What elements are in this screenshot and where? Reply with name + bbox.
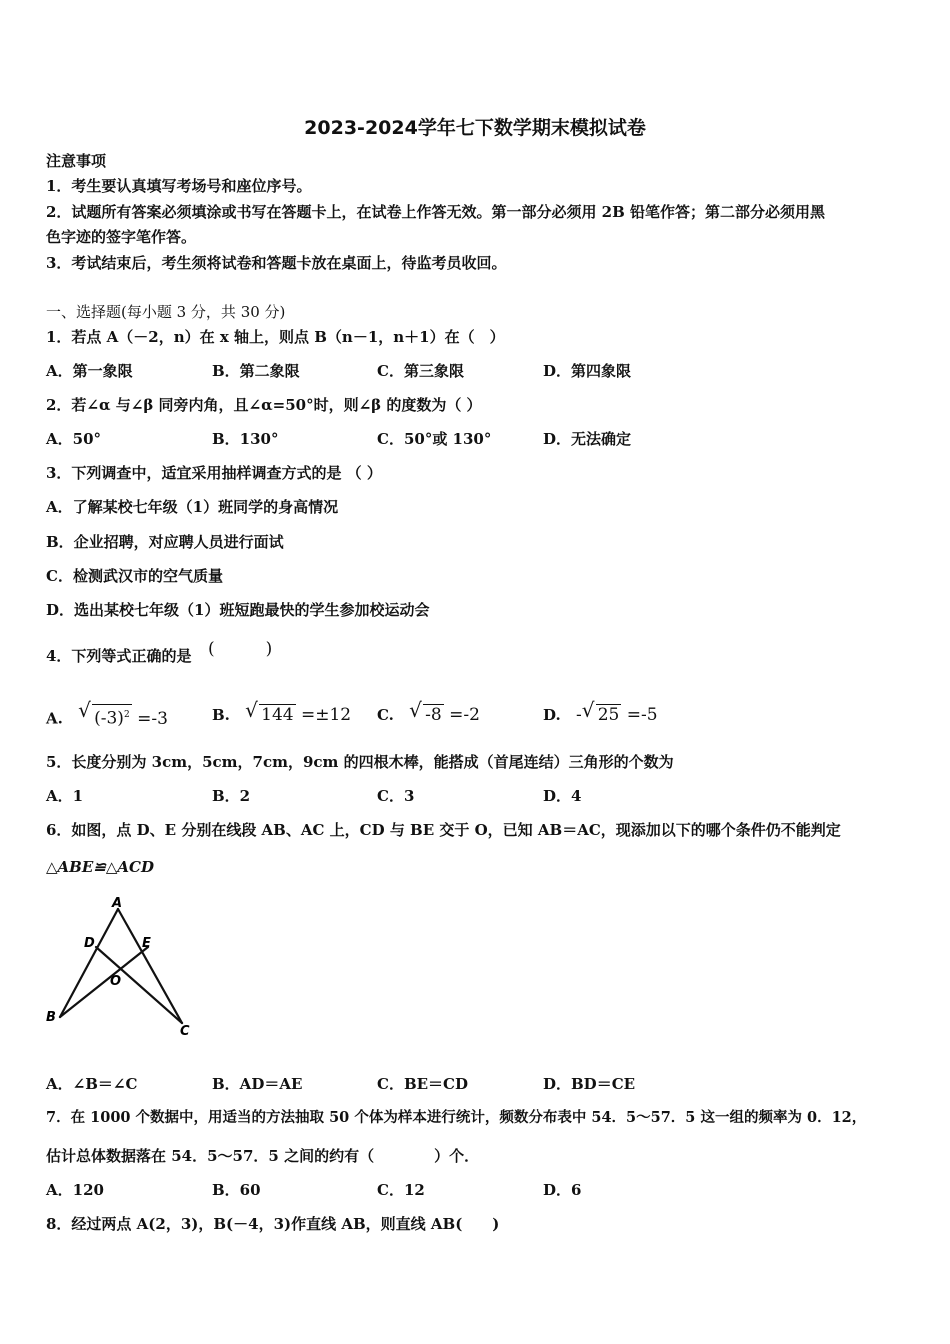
q4-option-d-expr bbox=[575, 698, 658, 725]
q4-d-rhs: =-5 bbox=[626, 705, 658, 725]
q2-option-b: B．130° bbox=[212, 430, 279, 448]
segment-AB bbox=[60, 909, 118, 1017]
notice-item-2: 2．试题所有答案必须填涂或书写在答题卡上，在试卷上作答无效。第一部分必须用 2B 铅笔作答；第二部分必须用黑 bbox=[46, 203, 826, 221]
sqrt-sign-icon: √ $(-3)^2$ bbox=[78, 698, 130, 729]
q1-option-c: C．第三象限 bbox=[377, 362, 464, 380]
q3-option-d: D．选出某校七年级（1）班短跑最快的学生参加校运动会 bbox=[46, 601, 430, 619]
q2-option-c: C．50°或 130° bbox=[377, 430, 492, 448]
q7-stem-line1: 7．在 1000 个数据中，用适当的方法抽取 50 个体为样本进行统计，频数分布表中 54．5～57．5 这一组的频率为 0．12， bbox=[46, 1109, 867, 1126]
q4-option-b-label: B. bbox=[212, 706, 230, 724]
q8-stem: 8．经过两点 A(2，3)，B(－4，3)作直线 AB，则直线 AB( ) bbox=[46, 1215, 500, 1233]
q4-option-d bbox=[543, 698, 658, 725]
q5-stem: 5．长度分别为 3cm，5cm，7cm，9cm 的四根木棒，能搭成（首尾连结）三角形的个数为 bbox=[46, 753, 674, 771]
q2-option-d: D．无法确定 bbox=[543, 430, 632, 448]
q4-option-a-expr bbox=[78, 698, 168, 729]
q4-d-lhs: - bbox=[575, 705, 582, 725]
q4-option-c bbox=[377, 698, 480, 725]
q3-option-c: C．检测武汉市的空气质量 bbox=[46, 567, 223, 585]
q4-a-radicand: $(-3)^2$ bbox=[92, 704, 132, 729]
q1-stem: 1．若点 A（－2，n）在 x 轴上，则点 B（n－1，n＋1）在（ ） bbox=[46, 328, 505, 346]
segment-AC bbox=[118, 909, 182, 1023]
q4-option-a-label: A. bbox=[46, 709, 63, 728]
q7-option-c: C．12 bbox=[377, 1181, 425, 1199]
label-O: O bbox=[110, 974, 122, 989]
q6-option-a: A．∠B＝∠C bbox=[46, 1075, 138, 1093]
page-title: 2023-2024学年七下数学期末模拟试卷 bbox=[304, 117, 646, 139]
notice-item-1: 1．考生要认真填写考场号和座位序号。 bbox=[46, 177, 312, 195]
section-heading: 一、选择题(每小题 3 分，共 30 分) bbox=[46, 303, 286, 321]
q7-option-d: D．6 bbox=[543, 1181, 582, 1199]
q7-option-a: A．120 bbox=[46, 1181, 104, 1199]
q7-stem-line2: 估计总体数据落在 54．5～57．5 之间的约有（ ）个． bbox=[46, 1147, 480, 1165]
sqrt-sign-icon: √ 144 bbox=[245, 698, 294, 725]
label-A: A bbox=[112, 896, 123, 911]
q3-option-b: B．企业招聘，对应聘人员进行面试 bbox=[46, 533, 284, 551]
q4-option-c-expr bbox=[409, 698, 480, 725]
q4-option-b bbox=[212, 698, 352, 725]
label-B: B bbox=[46, 1010, 56, 1025]
q2-option-a: A．50° bbox=[46, 430, 102, 448]
label-E: E bbox=[142, 936, 151, 951]
q1-option-d: D．第四象限 bbox=[543, 362, 632, 380]
q4-option-c-label: C. bbox=[377, 706, 394, 724]
segment-CD bbox=[96, 947, 182, 1023]
q4-b-radicand: 144 bbox=[261, 705, 294, 725]
q3-stem: 3．下列调查中，适宜采用抽样调查方式的是 （ ） bbox=[46, 464, 382, 482]
label-C: C bbox=[180, 1024, 190, 1039]
q4-option-a bbox=[46, 698, 168, 729]
q4-a-rhs: =-3 bbox=[137, 708, 168, 729]
q4-option-d-label: D. bbox=[543, 706, 561, 724]
q2-stem: 2．若∠α 与∠β 同旁内角，且∠α=50°时，则∠β 的度数为（ ） bbox=[46, 396, 482, 414]
q4-answer-paren: ( ) bbox=[208, 639, 273, 659]
q4-a-exponent: 2 bbox=[123, 710, 130, 720]
sqrt-sign-icon: √ 25 bbox=[581, 698, 620, 725]
q4-option-b-expr bbox=[245, 698, 352, 725]
q4-d-radicand: 25 bbox=[597, 705, 620, 725]
q6-option-b: B．AD＝AE bbox=[212, 1075, 303, 1093]
q6-stem-line2: △ABE≌△ACD bbox=[46, 858, 154, 876]
q7-option-b: B．60 bbox=[212, 1181, 261, 1199]
q5-option-c: C．3 bbox=[377, 787, 415, 805]
q6-triangle-figure bbox=[40, 895, 200, 1040]
q6-stem-line1: 6．如图，点 D、E 分别在线段 AB、AC 上，CD 与 BE 交于 O，已知 AB＝AC，现添加以下的哪个条件仍不能判定 bbox=[46, 821, 841, 839]
sqrt-sign-icon: √ -8 bbox=[409, 698, 442, 725]
q4-c-radicand: -8 bbox=[425, 705, 442, 725]
notice-heading: 注意事项 bbox=[46, 152, 107, 170]
q6-option-c: C．BE＝CD bbox=[377, 1075, 468, 1093]
q4-b-rhs: =±12 bbox=[301, 705, 352, 725]
q1-option-a: A．第一象限 bbox=[46, 362, 133, 380]
q6-option-d: D．BD＝CE bbox=[543, 1075, 636, 1093]
q3-option-a: A．了解某校七年级（1）班同学的身高情况 bbox=[46, 498, 339, 516]
q1-option-b: B．第二象限 bbox=[212, 362, 300, 380]
notice-item-2-cont: 色字迹的签字笔作答。 bbox=[46, 228, 197, 246]
notice-item-3: 3．考试结束后，考生须将试卷和答题卡放在桌面上，待监考员收回。 bbox=[46, 254, 507, 272]
q4-stem: 4．下列等式正确的是 bbox=[46, 647, 192, 665]
q5-option-a: A．1 bbox=[46, 787, 84, 805]
q5-option-d: D．4 bbox=[543, 787, 582, 805]
label-D: D bbox=[84, 936, 95, 951]
q5-option-b: B．2 bbox=[212, 787, 251, 805]
q4-c-rhs: =-2 bbox=[449, 705, 480, 725]
